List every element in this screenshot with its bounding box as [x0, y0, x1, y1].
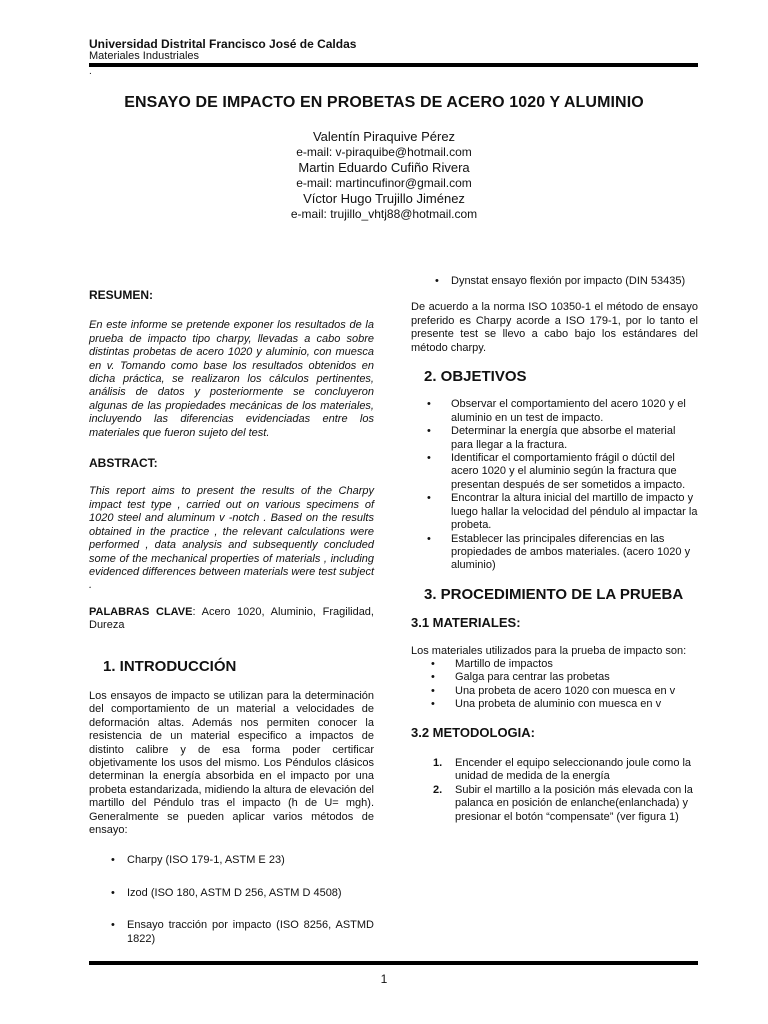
steps-list: [411, 757, 698, 824]
bullet-icon: •: [427, 492, 431, 505]
list-item: • Una probeta de aluminio con muesca en v: [431, 698, 662, 711]
footer-rule: [89, 961, 698, 965]
bullet-icon: •: [111, 919, 115, 932]
list-item: • Una probeta de acero 1020 con muesca en v: [431, 684, 676, 697]
bullet-icon: •: [427, 425, 431, 438]
bullet-icon: •: [111, 886, 115, 899]
list-item: • Establecer las principales diferencias en las propiedades de ambos materiales. (acero 1020 y aluminio): [427, 532, 691, 572]
bullet-icon: •: [427, 532, 431, 545]
list-item: • Ensayo tracción por impacto (ISO 8256, ASTMD 1822): [111, 919, 374, 945]
list-item: • Izod (ISO 180, ASTM D 256, ASTM D 4508): [111, 886, 342, 899]
bullet-icon: •: [435, 275, 439, 287]
right-column: [411, 275, 698, 824]
keywords: [89, 606, 374, 633]
bullet-icon: •: [431, 698, 435, 711]
list-item: 1. Encender el equipo seleccionando joule como la unidad de medida de la energía: [433, 756, 692, 783]
bullet-icon: •: [427, 398, 431, 411]
author-name: Valentín Piraquive Pérez: [312, 129, 456, 144]
abstract-heading: ABSTRACT:: [89, 456, 158, 471]
bullet-icon: •: [431, 671, 435, 684]
dynstat-list: [411, 275, 698, 288]
list-item: • Encontrar la altura inicial del martillo de impacto y luego hallar la velocidad del péndulo al impactar la probeta.: [427, 492, 698, 532]
materials-intro: Los materiales utilizados para la prueba de impacto son:: [411, 644, 687, 657]
list-item: • Galga para centrar las probetas: [431, 671, 610, 684]
intro-heading: 1. INTRODUCCIÓN: [103, 657, 237, 675]
list-item: • Martillo de impactos: [431, 657, 553, 670]
list-item: • Identificar el comportamiento frágil o dúctil del acero 1020 y el aluminio según la fractura que presentan después de ser sometidos a impacto.: [427, 452, 686, 491]
header-dot: .: [89, 66, 92, 77]
step-number: 2.: [433, 783, 443, 796]
author-name: Martin Eduardo Cufiño Rivera: [298, 160, 470, 175]
list-item: • Charpy (ISO 179-1, ASTM E 23): [111, 854, 285, 867]
author-email: e-mail: trujillo_vhtj88@hotmail.com: [290, 207, 478, 221]
header-subject: Materiales Industriales: [89, 50, 200, 62]
author-email: e-mail: v-piraquibe@hotmail.com: [296, 145, 472, 159]
objectives-list: [411, 398, 698, 572]
keywords-text: : Acero 1020, Aluminio, Fragilidad, Dureza: [89, 605, 374, 632]
step-number: 1.: [433, 756, 443, 769]
list-item: • Determinar la energía que absorbe el material para llegar a la fractura.: [427, 425, 676, 451]
author-email: e-mail: martincufinor@gmail.com: [296, 176, 472, 190]
intro-text: Los ensayos de impacto se utilizan para la determinación del comportamiento de un material a velocidades de deformación altas. Además nos permiten conocer la resistencia de un material especifico a impactos de distinto calibre y de esa forma poder certificar objetivamente los usos del mismo. Los Péndulos clásicos determinan la energía absorbida en el impacto por una probeta estandarizada, midiendo la altura de elevación del martillo del Péndulo tras el impacto (h de U= mgh). Generalmente se pueden aplicar varios métodos de ensayo:: [89, 689, 374, 836]
list-item: 2. Subir el martillo a la posición más elevada con la palanca en posición de enlanche(enlanchada) y presionar el botón “compensate” (ver figura 1): [433, 783, 693, 823]
header-rule: [89, 63, 698, 67]
bullet-icon: •: [431, 684, 435, 697]
bullet-icon: •: [431, 657, 435, 670]
keywords-label: PALABRAS CLAVE: [89, 605, 193, 618]
methodology-heading: 3.2 METODOLOGIA:: [411, 724, 535, 740]
methods-list: [89, 854, 374, 946]
resumen-text: En este informe se pretende exponer los resultados de la prueba de impacto tipo charpy, llevadas a cabo sobre distintas probetas de acero 1020 y aluminio, con muesca en v. Tomando como base los resultados obtenidos en dicha práctica, se realizaron los cálculos pertinentes, análisis de datos y posteriormente se concluyeron algunas de las propiedades mecánicas de los materiales, incluyendo las diferencias evidenciadas entre los materiales que fueron sujeto del test.: [89, 319, 374, 439]
paper-title: ENSAYO DE IMPACTO EN PROBETAS DE ACERO 1020 Y ALUMINIO: [124, 94, 644, 111]
resumen-heading: RESUMEN:: [89, 288, 154, 302]
list-item: • Observar el comportamiento del acero 1020 y el aluminio en un test de impacto.: [427, 398, 686, 424]
author-name: Víctor Hugo Trujillo Jiménez: [303, 191, 465, 206]
header-institution: Universidad Distrital Francisco José de Caldas: [89, 37, 357, 51]
list-item: • Dynstat ensayo flexión por impacto (DIN 53435): [435, 275, 686, 287]
abstract-text: This report aims to present the results of the Charpy impact test type , carried out on various specimens of 1020 steel and aluminum v -notch . Based on the results obtained in the practice , the relevant calculations were performed , data analysis and subsequently concluded some of the mechanical properties of materials , including evidenced differences between materials were test subject .: [89, 485, 374, 592]
procedure-heading: 3. PROCEDIMIENTO DE LA PRUEBA: [424, 585, 684, 603]
materials-list: [411, 658, 698, 712]
author-block: [0, 129, 768, 222]
materials-heading: 3.1 MATERIALES:: [411, 615, 521, 631]
objectives-heading: 2. OBJETIVOS: [424, 368, 527, 386]
left-column: [89, 287, 374, 946]
page-number: 1: [380, 972, 388, 986]
norma-text: De acuerdo a la norma ISO 10350-1 el método de ensayo preferido es Charpy acorde a ISO 179-1, por lo tanto el presente test se llevo a cabo bajo los estándares del método charpy.: [411, 301, 698, 354]
bullet-icon: •: [111, 854, 115, 867]
bullet-icon: •: [427, 452, 431, 465]
